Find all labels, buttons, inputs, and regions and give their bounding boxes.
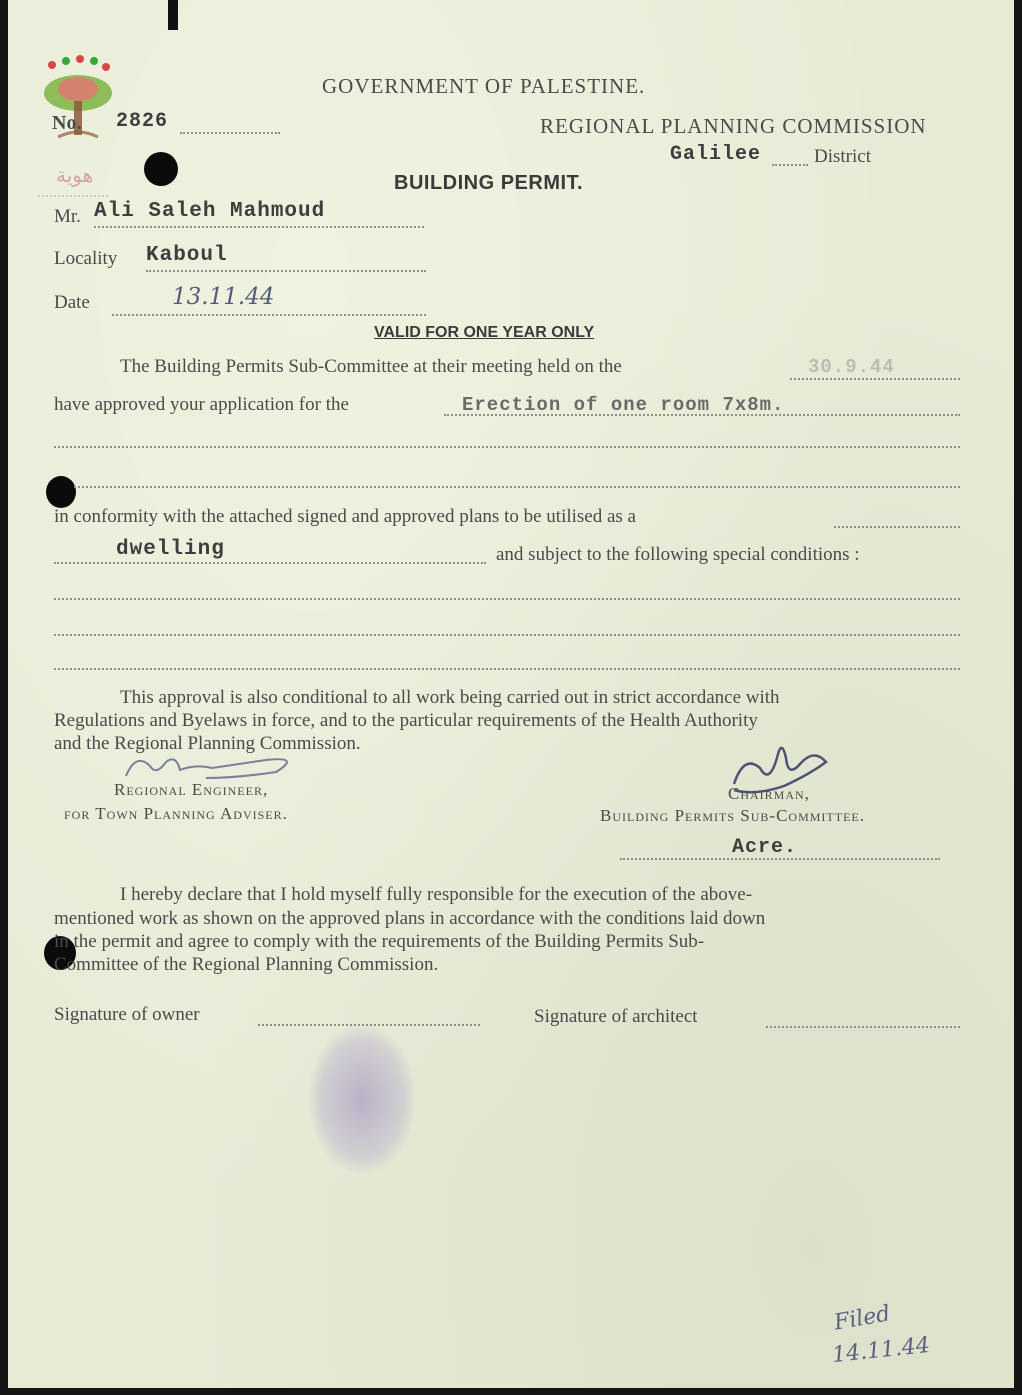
- engineer-subtitle: for Town Planning Adviser.: [64, 804, 288, 823]
- document-title: BUILDING PERMIT.: [394, 172, 584, 194]
- blank-line: [54, 446, 960, 448]
- conditions-line-2: Regulations and Byelaws in force, and to the particular requirements of the Health Authority: [54, 710, 758, 731]
- punch-hole: [46, 476, 76, 508]
- watermark-logo: [38, 55, 118, 215]
- place-value: Acre.: [732, 836, 798, 859]
- ink-mark: [168, 0, 178, 30]
- permit-number-label: No.: [52, 112, 82, 134]
- locality-label: Locality: [54, 248, 118, 269]
- date-value: 13.11.44: [172, 284, 275, 310]
- permit-document: [8, 0, 1014, 1388]
- filed-annotation-line1: Filed: [832, 1301, 893, 1336]
- mr-value: Ali Saleh Mahmoud: [94, 200, 326, 223]
- date-dots: [112, 314, 426, 316]
- locality-dots: [146, 270, 426, 272]
- government-heading: GOVERNMENT OF PALESTINE.: [322, 74, 646, 98]
- meeting-dots: [790, 378, 960, 380]
- district-value: Galilee: [670, 143, 762, 166]
- declaration-line-3: in the permit and agree to comply with the requirements of the Building Permits Sub-: [54, 931, 705, 952]
- special-conditions-text: and subject to the following special conditions :: [496, 544, 860, 565]
- mr-dots: [94, 226, 424, 228]
- use-dots: [54, 562, 486, 564]
- permit-number-dots: [180, 132, 280, 134]
- blank-line: [74, 486, 960, 488]
- conditions-line-3: and the Regional Planning Commission.: [54, 733, 361, 754]
- engineer-title: Regional Engineer,: [114, 780, 269, 799]
- conformity-dots: [834, 526, 960, 528]
- declaration-line-2: mentioned work as shown on the approved plans in accordance with the conditions laid down: [54, 908, 766, 929]
- condition-line: [54, 598, 960, 600]
- condition-line: [54, 634, 960, 636]
- district-dots: [772, 164, 808, 166]
- condition-line: [54, 668, 960, 670]
- conformity-text: in conformity with the attached signed and approved plans to be utilised as a: [54, 506, 636, 527]
- punch-hole: [144, 152, 178, 186]
- locality-value: Kaboul: [146, 244, 228, 267]
- thumbprint: [308, 1024, 416, 1174]
- declaration-line-4: Committee of the Regional Planning Commission.: [54, 954, 439, 975]
- mr-label: Mr.: [54, 206, 81, 227]
- validity-notice: VALID FOR ONE YEAR ONLY: [374, 324, 595, 341]
- permit-number-value: 2826: [116, 110, 169, 133]
- subcommittee-title: Building Permits Sub-Committee.: [600, 806, 865, 825]
- tree-logo-icon: [38, 55, 118, 165]
- date-label: Date: [54, 292, 90, 313]
- place-dots: [620, 858, 940, 860]
- chairman-title: Chairman,: [728, 784, 810, 803]
- application-dots: [444, 414, 960, 416]
- district-label: District: [814, 146, 871, 167]
- filed-annotation-line2: 14.11.44: [830, 1332, 932, 1369]
- commission-heading: REGIONAL PLANNING COMMISSION: [540, 114, 927, 138]
- application-text: have approved your application for the: [54, 394, 349, 415]
- logo-text: هوية: [56, 165, 94, 187]
- application-value: Erection of one room 7x8m.: [462, 394, 785, 416]
- declaration-line-1: I hereby declare that I hold myself fully responsible for the execution of the above-: [120, 884, 753, 905]
- conditions-line-1: This approval is also conditional to all work being carried out in strict accordance with: [120, 687, 780, 708]
- architect-signature-label: Signature of architect: [534, 1006, 698, 1027]
- use-value: dwelling: [116, 538, 225, 561]
- owner-signature-label: Signature of owner: [54, 1004, 200, 1025]
- meeting-date-value: 30.9.44: [808, 356, 895, 378]
- meeting-text: The Building Permits Sub-Committee at their meeting held on the: [120, 356, 622, 377]
- architect-signature-dots: [766, 1026, 960, 1028]
